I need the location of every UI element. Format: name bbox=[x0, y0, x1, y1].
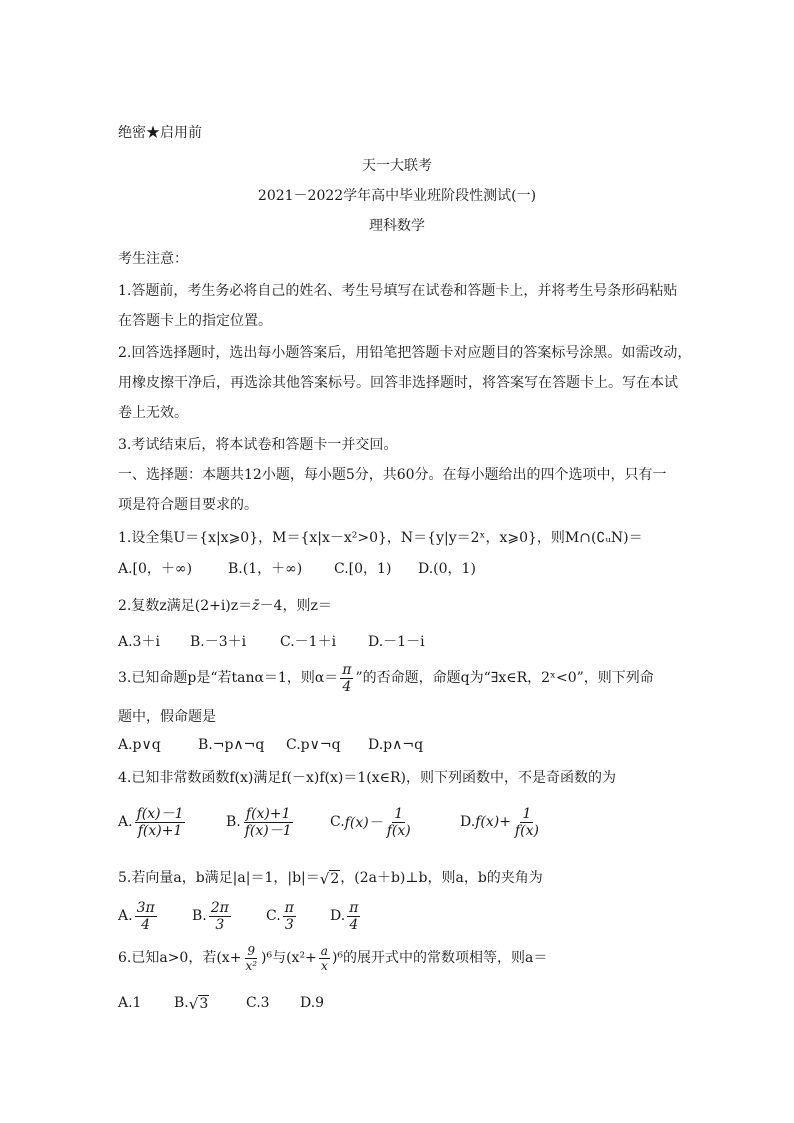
q5-d-den: 4 bbox=[349, 916, 359, 933]
q2-stem-prefix: 2.复数z满足(2+i)z＝ bbox=[118, 598, 253, 614]
section-1-line-2: 项是符合题目要求的。 bbox=[118, 497, 258, 513]
q5-sqrt-2 bbox=[320, 870, 340, 887]
q3-stem-suffix: ”的否命题，命题q为“∃x∈R，2ˣ<0”，则下列命 bbox=[355, 670, 654, 686]
q1-option-d: D.(0，1) bbox=[418, 561, 476, 577]
organization-title: 天一大联考 bbox=[362, 158, 432, 174]
notice-2-line-2: 用橡皮擦干净后，再选涂其他答案标号。回答非选择题时，将答案写在答题卡上。写在本试 bbox=[118, 375, 678, 391]
q6-stem-part-1: 6.已知a>0，若(x+ bbox=[118, 950, 242, 966]
q6-stem-part-2: )⁶与(x²+ bbox=[261, 950, 317, 966]
q3-stem-line-2: 题中，假命题是 bbox=[118, 709, 216, 725]
q4-c-den: f(x) bbox=[386, 822, 411, 839]
q1-option-b: B.(1，＋∞) bbox=[228, 561, 303, 577]
q4-d-fraction bbox=[513, 806, 541, 839]
q4-b-den: f(x)－1 bbox=[244, 822, 292, 839]
q6-fraction-a-over-x bbox=[319, 944, 330, 973]
q3-option-d: D.p∧¬q bbox=[368, 737, 424, 753]
notice-1-line-2: 在答题卡上的指定位置。 bbox=[118, 313, 272, 329]
q4-option-d bbox=[460, 806, 543, 839]
q2-options bbox=[118, 631, 425, 651]
q3-option-c: C.p∨¬q bbox=[286, 737, 341, 753]
q6-stem bbox=[118, 940, 547, 976]
q2-z-conjugate: z̄ bbox=[252, 598, 260, 614]
q6-option-b bbox=[174, 995, 246, 1012]
q2-option-c: C.－1＋i bbox=[280, 634, 337, 650]
q6-b-label: B. bbox=[174, 995, 189, 1011]
q3-stem-prefix: 3.已知命题p是“若tanα＝1，则α＝ bbox=[118, 670, 339, 686]
q6-stem-part-3: )⁶的展开式中的常数项相等，则a＝ bbox=[331, 950, 548, 966]
q3-option-b: B.¬p∧¬q bbox=[198, 737, 265, 753]
q4-option-c bbox=[330, 806, 460, 839]
q5-stem bbox=[118, 866, 543, 890]
notice-2-line-1: 2.回答选择题时，选出每小题答案后，用铅笔把答题卡对应题目的答案标号涂黑。如需改动， bbox=[118, 345, 692, 361]
q6-option-a: A.1 bbox=[118, 995, 142, 1011]
q6-fraction-9-over-x2 bbox=[243, 944, 259, 973]
q5-c-fraction bbox=[283, 900, 296, 933]
q3-frac-num: π bbox=[342, 661, 352, 678]
q2-stem-suffix: －4，则z＝ bbox=[259, 598, 332, 614]
q5-option-d bbox=[330, 900, 362, 933]
q3-options bbox=[118, 737, 423, 753]
q4-d-den: f(x) bbox=[514, 822, 539, 839]
q3-stem-line-1 bbox=[118, 660, 654, 696]
q4-c-num: 1 bbox=[394, 805, 404, 822]
q5-b-den: 3 bbox=[215, 916, 225, 933]
q4-b-label: B. bbox=[226, 814, 241, 830]
q4-d-num: 1 bbox=[522, 805, 532, 822]
q5-c-label: C. bbox=[266, 908, 281, 924]
q4-a-fraction bbox=[135, 806, 186, 839]
q4-c-prefix: f(x)－ bbox=[344, 815, 383, 831]
q5-c-num: π bbox=[284, 899, 294, 916]
q6-b-sqrt-3 bbox=[189, 995, 209, 1012]
notice-1-line-1: 1.答题前，考生务必将自己的姓名、考生号填写在试卷和答题卡上，并将考生号条形码粘贴 bbox=[118, 283, 678, 299]
q3-option-a: A.p∨q bbox=[118, 737, 161, 753]
q6-f1-num: 9 bbox=[247, 943, 256, 958]
q5-c-den: 3 bbox=[284, 916, 294, 933]
q6-b-sqrt-symbol: √ bbox=[188, 994, 199, 1013]
q5-options bbox=[118, 898, 362, 934]
q1-stem: 1.设全集U＝{x|x⩾0}，M＝{x|x－x²>0}，N＝{y|y＝2ˣ，x⩾0}，则M∩(∁ᵤN)＝ bbox=[118, 530, 643, 546]
q5-option-c bbox=[266, 900, 330, 933]
q5-b-num: 2π bbox=[210, 899, 229, 916]
q2-option-d: D.－1－i bbox=[368, 634, 425, 650]
q4-b-fraction bbox=[243, 806, 294, 839]
q4-options bbox=[118, 802, 543, 842]
q6-f1-den: x² bbox=[245, 958, 258, 973]
q1-option-a: A.[0，＋∞) bbox=[118, 561, 193, 577]
q3-pi-over-4 bbox=[340, 662, 353, 695]
q6-option-c: C.3 bbox=[246, 995, 270, 1011]
q3-frac-den: 4 bbox=[342, 678, 352, 695]
q4-option-a bbox=[118, 806, 226, 839]
q5-sqrt-value: 2 bbox=[330, 870, 340, 887]
q4-option-b bbox=[226, 806, 330, 839]
q5-d-label: D. bbox=[330, 908, 346, 924]
section-1-line-1: 一、选择题：本题共12小题，每小题5分，共60分。在每小题给出的四个选项中，只有一 bbox=[118, 467, 667, 483]
q5-stem-suffix: ，(2a＋b)⊥b，则a，b的夹角为 bbox=[340, 870, 543, 886]
exam-title: 2021－2022学年高中毕业班阶段性测试(一) bbox=[257, 188, 537, 204]
q6-options bbox=[118, 991, 324, 1015]
q5-d-num: π bbox=[349, 899, 359, 916]
notice-title: 考生注意： bbox=[118, 251, 188, 267]
q4-c-fraction bbox=[385, 806, 413, 839]
q6-b-sqrt-value: 3 bbox=[199, 995, 209, 1012]
q5-a-fraction bbox=[135, 900, 157, 933]
q5-d-fraction bbox=[347, 900, 360, 933]
q4-c-label: C. bbox=[330, 814, 345, 830]
q5-a-label: A. bbox=[118, 908, 133, 924]
q2-option-b: B.－3＋i bbox=[190, 634, 247, 650]
q1-option-c: C.[0，1) bbox=[334, 561, 392, 577]
q5-option-b bbox=[192, 900, 266, 933]
q5-option-a bbox=[118, 900, 192, 933]
subject-title: 理科数学 bbox=[369, 218, 425, 234]
q4-a-label: A. bbox=[118, 814, 133, 830]
q5-a-den: 4 bbox=[141, 916, 151, 933]
q2-stem bbox=[118, 596, 332, 616]
q4-d-label: D. bbox=[460, 814, 476, 830]
notice-2-line-3: 卷上无效。 bbox=[118, 405, 188, 421]
notice-3: 3.考试结束后，将本试卷和答题卡一并交回。 bbox=[118, 437, 398, 453]
q6-option-d: D.9 bbox=[300, 995, 325, 1011]
q5-stem-prefix: 5.若向量a，b满足|a|＝1，|b|＝ bbox=[118, 870, 320, 886]
confidential-mark: 绝密★启用前 bbox=[118, 125, 202, 141]
q4-a-den: f(x)+1 bbox=[137, 822, 183, 839]
q5-b-label: B. bbox=[192, 908, 207, 924]
q4-a-num: f(x)－1 bbox=[136, 805, 184, 822]
q5-a-num: 3π bbox=[136, 899, 155, 916]
q4-stem: 4.已知非常数函数f(x)满足f(－x)f(x)＝1(x∈R)，则下列函数中，不是奇函数的为 bbox=[118, 770, 616, 786]
q1-options bbox=[118, 558, 476, 578]
q5-sqrt-symbol: √ bbox=[319, 869, 330, 888]
q4-d-prefix: f(x)+ bbox=[475, 814, 511, 830]
q6-f2-den: x bbox=[320, 958, 328, 973]
q2-option-a: A.3＋i bbox=[118, 634, 160, 650]
q5-b-fraction bbox=[209, 900, 231, 933]
q4-b-num: f(x)+1 bbox=[245, 805, 291, 822]
q6-f2-num: a bbox=[320, 943, 328, 958]
